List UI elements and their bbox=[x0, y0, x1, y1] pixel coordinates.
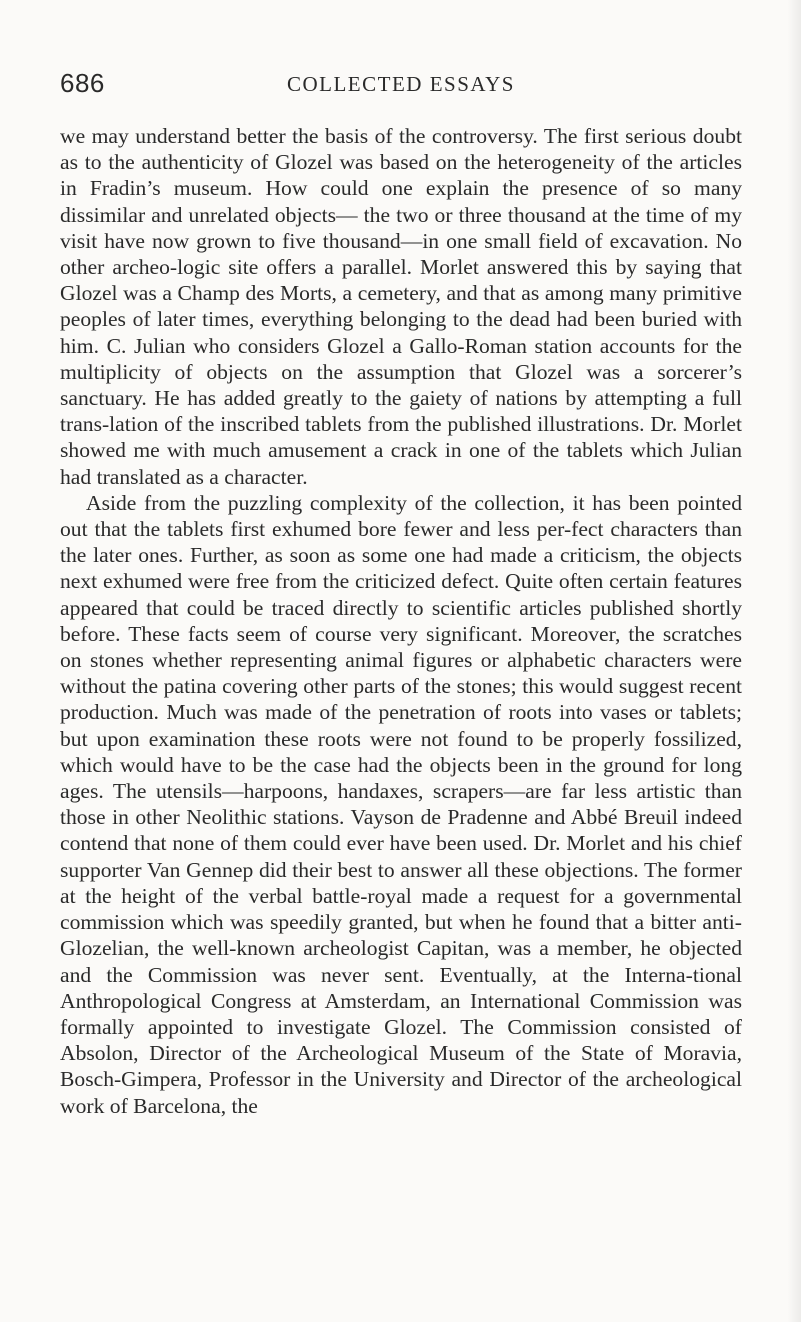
body-text bbox=[60, 123, 742, 1119]
paragraph: Aside from the puzzling complexity of the collection, it has been pointed out that the tablets first exhumed bore fewer and less per-fect characters than the later ones. Further, as soon as some one had made a criticism, the objects next exhumed were free from the criticized defect. Quite often certain features appeared that could be traced directly to scientific articles published shortly before. These facts seem of course very significant. Moreover, the scratches on stones whether representing animal figures or alphabetic characters were without the patina covering other parts of the stones; this would suggest recent production. Much was made of the penetration of roots into vases or tablets; but upon examination these roots were not found to be properly fossilized, which would have to be the case had the objects been in the ground for long ages. The utensils—harpoons, handaxes, scrapers—are far less artistic than those in other Neolithic stations. Vayson de Pradenne and Abbé Breuil indeed contend that none of them could ever have been used. Dr. Morlet and his chief supporter Van Gennep did their best to answer all these objections. The former at the height of the verbal battle-royal made a request for a governmental commission which was speedily granted, but when he found that a bitter anti-Glozelian, the well-known archeologist Capitan, was a member, he objected and the Commission was never sent. Eventually, at the Interna-tional Anthropological Congress at Amsterdam, an International Commission was formally appointed to investigate Glozel. The Commission consisted of Absolon, Director of the Archeological Museum of the State of Moravia, Bosch-Gimpera, Professor in the University and Director of the archeological work of Barcelona, the bbox=[60, 490, 742, 1118]
page-number: 686 bbox=[60, 68, 105, 98]
running-title: COLLECTED ESSAYS bbox=[286, 72, 515, 96]
running-head bbox=[60, 68, 742, 108]
paragraph-continued: we may understand better the basis of the controversy. The first serious doubt as to the authenticity of Glozel was based on the heterogeneity of the articles in Fradin’s museum. How could one explain the presence of so many dissimilar and unrelated objects— the two or three thousand at the time of my visit have now grown to five thousand—in one small field of excavation. No other archeo-logic site offers a parallel. Morlet answered this by saying that Glozel was a Champ des Morts, a cemetery, and that as among many primitive peoples of later times, everything belonging to the dead had been buried with him. C. Julian who considers Glozel a Gallo-Roman station accounts for the multiplicity of objects on the assumption that Glozel was a sorcerer’s sanctuary. He has added greatly to the gaiety of nations by attempting a full trans-lation of the inscribed tablets from the published illustrations. Dr. Morlet showed me with much amusement a crack in one of the tablets which Julian had translated as a character. bbox=[60, 124, 742, 489]
